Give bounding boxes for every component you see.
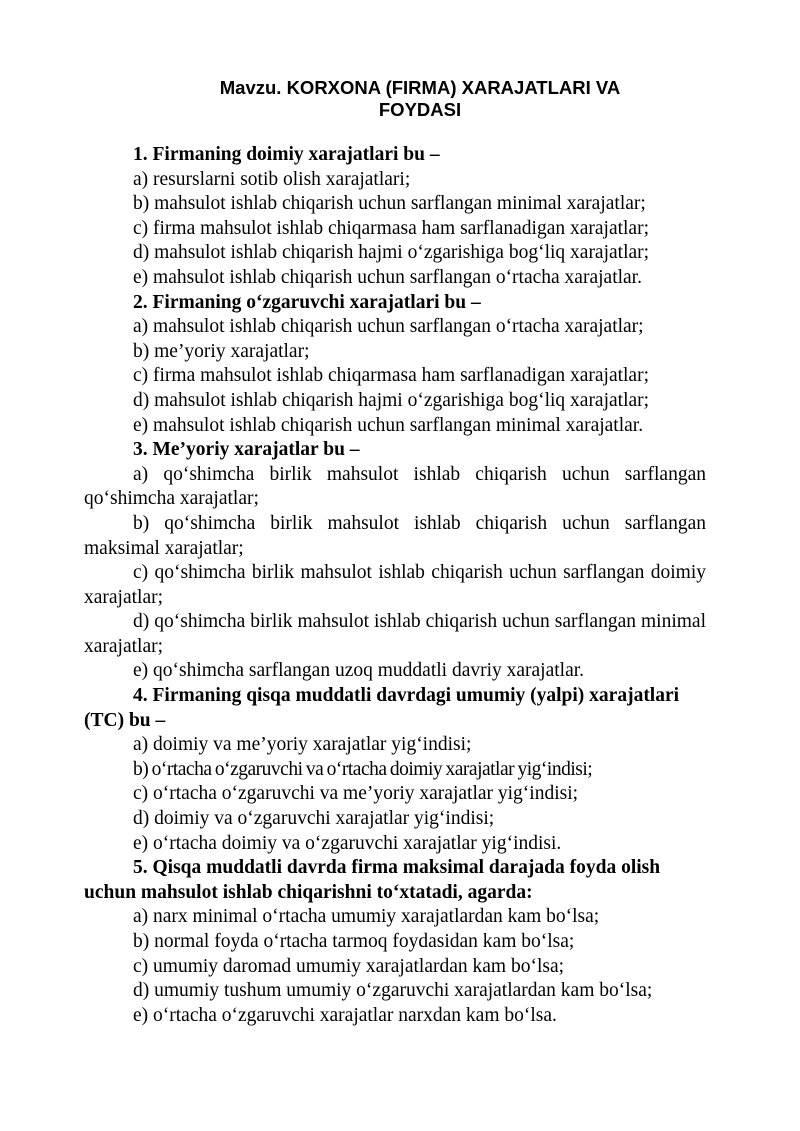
question-2: 2. Firmaning o‘zgaruvchi xarajatlari bu – xyxy=(133,291,481,313)
question-1-option-b: b) mahsulot ishlab chiqarish uchun sarflangan minimal xarajatlar; xyxy=(133,193,646,215)
question-5-option-d: d) umumiy tushum umumiy o‘zgaruvchi xarajatlardan kam bo‘lsa; xyxy=(133,980,653,1002)
question-3-option-e: e) qo‘shimcha sarflangan uzoq muddatli davriy xarajatlar. xyxy=(133,660,585,682)
question-5-option-b: b) normal foyda o‘rtacha tarmoq foydasidan kam bo‘lsa; xyxy=(133,931,575,952)
question-4-option-a: a) doimiy va me’yoriy xarajatlar yig‘indisi; xyxy=(133,734,472,756)
question-5-option-c: c) umumiy daromad umumiy xarajatlardan kam bo‘lsa; xyxy=(133,955,565,977)
question-3: 3. Me’yoriy xarajatlar bu – xyxy=(133,439,360,461)
question-3-option-c: c) qo‘shimcha birlik mahsulot ishlab chiqarish uchun sarflangan doimiy xarajatlar; xyxy=(84,562,706,608)
question-2-option-a: a) mahsulot ishlab chiqarish uchun sarflangan o‘rtacha xarajatlar; xyxy=(133,316,644,338)
question-4-option-b: b) o‘rtacha o‘zgaruvchi va o‘rtacha doimiy xarajatlar yig‘indisi; xyxy=(133,758,593,780)
question-3-option-b: b) qo‘shimcha birlik mahsulot ishlab chiqarish uchun sarflangan maksimal xarajatlar; xyxy=(84,512,706,559)
question-1-option-c: c) firma mahsulot ishlab chiqarmasa ham sarflanadigan xarajatlar; xyxy=(133,217,649,239)
question-list xyxy=(84,143,706,1028)
question-5-option-a: a) narx minimal o‘rtacha umumiy xarajatlardan kam bo‘lsa; xyxy=(133,906,600,928)
question-4-option-d: d) doimiy va o‘zgaruvchi xarajatlar yig‘indisi; xyxy=(133,808,495,830)
question-1-option-a: a) resurslarni sotib olish xarajatlari; xyxy=(133,168,411,190)
question-2-option-d: d) mahsulot ishlab chiqarish hajmi o‘zgarishiga bog‘liq xarajatlar; xyxy=(133,389,650,411)
question-1-option-d: d) mahsulot ishlab chiqarish hajmi o‘zgarishiga bog‘liq xarajatlar; xyxy=(133,242,650,264)
question-5: 5. Qisqa muddatli davrda firma maksimal darajada foyda olish uchun mahsulot ishlab chiqarishni to‘xtatadi, agarda: xyxy=(84,857,661,903)
question-3-option-d: d) qo‘shimcha birlik mahsulot ishlab chiqarish uchun sarflangan minimal xarajatlar; xyxy=(84,611,706,657)
question-3-option-a: a) qo‘shimcha birlik mahsulot ishlab chiqarish uchun sarflangan qo‘shimcha xarajatlar; xyxy=(84,463,706,510)
question-1-option-e: e) mahsulot ishlab chiqarish uchun sarflangan o‘rtacha xarajatlar. xyxy=(133,266,642,288)
page-title: Mavzu. KORXONA (FIRMA) XARAJATLARI VA xyxy=(219,77,621,98)
page-title-continued: FOYDASI xyxy=(378,99,462,120)
question-5-option-e: e) o‘rtacha o‘zgaruvchi xarajatlar narxdan kam bo‘lsa. xyxy=(133,1004,557,1026)
question-4: 4. Firmaning qisqa muddatli davrdagi umumiy (yalpi) xarajatlari (TC) bu – xyxy=(84,685,680,731)
question-2-option-e: e) mahsulot ishlab chiqarish uchun sarflangan minimal xarajatlar. xyxy=(133,414,644,436)
question-1: 1. Firmaning doimiy xarajatlari bu – xyxy=(133,144,440,165)
question-2-option-b: b) me’yoriy xarajatlar; xyxy=(133,340,310,362)
question-2-option-c: c) firma mahsulot ishlab chiqarmasa ham sarflanadigan xarajatlar; xyxy=(133,365,649,387)
question-4-option-e: e) o‘rtacha doimiy va o‘zgaruvchi xarajatlar yig‘indisi. xyxy=(133,832,562,854)
question-4-option-c: c) o‘rtacha o‘zgaruvchi va me’yoriy xarajatlar yig‘indisi; xyxy=(133,783,579,805)
